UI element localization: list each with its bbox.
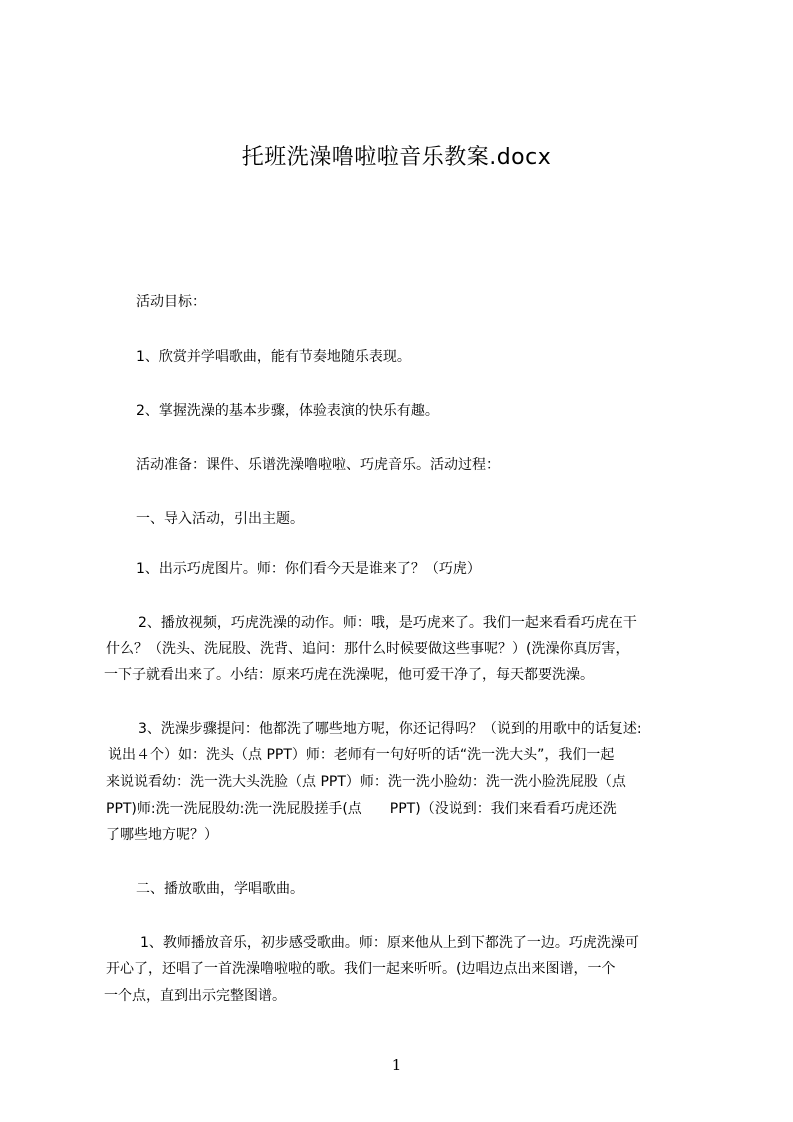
text-line: 1、教师播放音乐，初步感受歌曲。师：原来他从上到下都洗了一边。巧虎洗澡可 [140,935,639,951]
text-line: 二、播放歌曲，学唱歌曲。 [136,881,304,897]
paragraph-goal-1 [136,346,411,366]
section-heading-intro [136,508,304,528]
text-line: 了哪些地方呢？） [106,827,218,843]
page-number: 1 [391,1056,402,1074]
text-line: 一、导入活动，引出主题。 [136,511,304,527]
text-line: 1、出示巧虎图片。师：你们看今天是谁来了？（巧虎） [136,561,481,577]
paragraph-goal-2 [136,400,439,420]
document-title: 托班洗澡噜啦啦音乐教案.docx [241,145,552,170]
text-line: 开心了，还唱了一首洗澡噜啦啦的歌。我们一起来听听。(边唱边点出来图谱，一个 [106,961,616,977]
paragraph-step-1 [136,558,481,578]
text-line: PPT)师:洗一洗屁股幼:洗一洗屁股搓手(点 PPT)（没说到：我们来看看巧虎还洗 [106,801,617,817]
text-line: 来说说看幼：洗一洗大头洗脸（点 PPT）师：洗一洗小脸幼：洗一洗小脸洗屁股（点 [106,774,626,790]
section-heading-song [136,878,304,898]
text-line: 说出４个）如：洗头（点 PPT）师：老师有一句好听的话“洗一洗大头”，我们一起 [108,747,615,763]
text-line: 活动准备：课件、乐谱洗澡噜啦啦、巧虎音乐。活动过程： [136,457,500,473]
text-line: 什么？（洗头、洗屁股、洗背、追问：那什么时候要做这些事呢？）(洗澡你真厉害， [106,641,630,657]
paragraph-preparation [136,454,500,474]
text-line: 2、播放视频，巧虎洗澡的动作。师：哦，是巧虎来了。我们一起来看看巧虎在干 [138,615,637,631]
paragraph-activity-goals [136,291,206,311]
text-line: 2、掌握洗澡的基本步骤，体验表演的快乐有趣。 [136,403,439,419]
text-line: 一个点，直到出示完整图谱。 [104,988,286,1004]
text-line: 一下子就看出来了。小结：原来巧虎在洗澡呢，他可爱干净了，每天都要洗澡。 [104,667,594,683]
text-line: 3、洗澡步骤提问：他都洗了哪些地方呢，你还记得吗？（说到的用歌中的话复述: [138,721,642,737]
text-line: 1、欣赏并学唱歌曲，能有节奏地随乐表现。 [136,349,411,365]
text-line: 活动目标： [136,294,206,310]
